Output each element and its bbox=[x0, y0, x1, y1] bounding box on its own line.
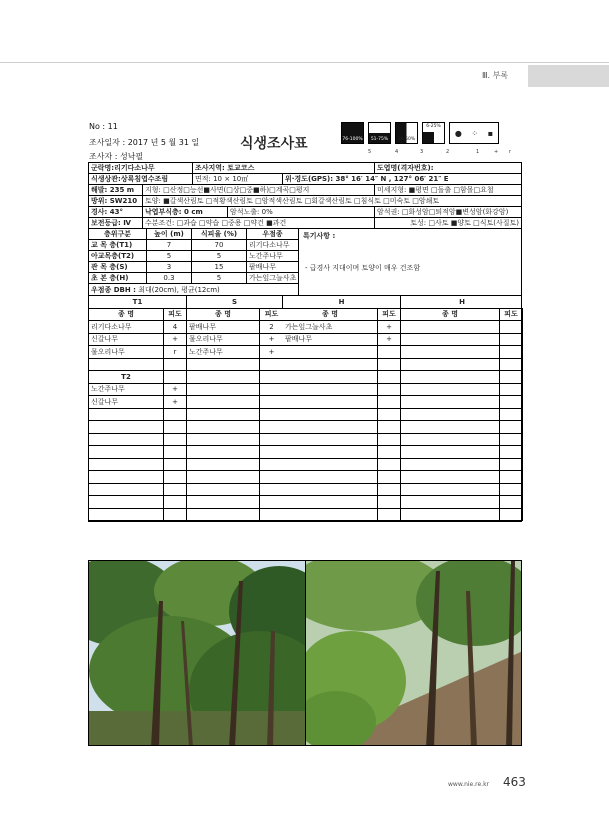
species-name-cell bbox=[283, 371, 378, 384]
cover-cell bbox=[260, 434, 283, 447]
region-field: 조사지역: 토교코스 bbox=[193, 163, 375, 173]
form-row-3 bbox=[89, 185, 521, 196]
cover-cell bbox=[164, 359, 187, 372]
survey-date: 조사일자 : 2017 년 5 월 31 일 bbox=[89, 138, 200, 147]
forest-photo-left bbox=[89, 561, 305, 745]
species-name-cell bbox=[401, 359, 500, 372]
species-name-cell bbox=[187, 446, 260, 459]
species-name-cell: 팥배나무 bbox=[283, 334, 378, 347]
vegtype-field: 식생상관:상록침엽수조림 bbox=[89, 174, 193, 184]
species-name-cell: 가는잎그늘사초 bbox=[283, 321, 378, 334]
cover-cell bbox=[260, 396, 283, 409]
cover-cell bbox=[500, 459, 523, 472]
layer-height: 7 bbox=[147, 240, 192, 250]
species-name-cell: 신갈나무 bbox=[89, 396, 164, 409]
cover-cell bbox=[500, 371, 523, 384]
species-name-cell bbox=[401, 446, 500, 459]
layer-name: 관 목 층(S) bbox=[89, 262, 147, 272]
cover-cell bbox=[500, 509, 523, 522]
layer-row bbox=[89, 273, 298, 284]
gps-field: 위·경도(GPS): 38° 16′ 14″ N , 127° 06′ 21″ E bbox=[285, 175, 449, 183]
cover-cell bbox=[378, 509, 401, 522]
species-name-cell bbox=[401, 321, 500, 334]
layer-header bbox=[89, 229, 298, 240]
species-name-cell bbox=[187, 371, 260, 384]
layer-height: 0.3 bbox=[147, 273, 192, 283]
group-header: T1 bbox=[89, 296, 187, 309]
species-name-cell bbox=[283, 421, 378, 434]
layer-cover: 5 bbox=[192, 251, 247, 261]
col-header: 피도 bbox=[164, 309, 187, 322]
species-name-cell: 리기다소나무 bbox=[89, 321, 164, 334]
layer-dominant: 리기다소나무 bbox=[249, 241, 290, 249]
layer-name: 교 목 층(T1) bbox=[89, 240, 147, 250]
layer-height: 5 bbox=[147, 251, 192, 261]
col-header: 피도 bbox=[378, 309, 401, 322]
remark-label: 특기사항 : bbox=[303, 232, 336, 240]
cover-cell bbox=[164, 434, 187, 447]
cover-cell bbox=[500, 409, 523, 422]
cover-cell bbox=[500, 484, 523, 497]
cover-cell bbox=[164, 484, 187, 497]
species-name-cell bbox=[89, 421, 164, 434]
layer-height: 3 bbox=[147, 262, 192, 272]
legend-box-4: 51-75% bbox=[368, 122, 391, 144]
survey-form bbox=[88, 162, 522, 522]
species-name-cell: 노간주나무 bbox=[89, 384, 164, 397]
cover-cell bbox=[378, 371, 401, 384]
species-name-cell: 물오리나무 bbox=[89, 346, 164, 359]
species-name-cell bbox=[401, 509, 500, 522]
layer-dominant: 노간주나무 bbox=[249, 252, 283, 260]
moisture-field: 수분조건: □과습 □약습 □중용 □약건 ■과건 bbox=[143, 218, 375, 228]
record-number: No : 11 bbox=[89, 122, 118, 131]
group-header: H bbox=[283, 296, 401, 309]
species-name-cell bbox=[187, 484, 260, 497]
layer-col-header: 우점종 bbox=[262, 230, 283, 238]
legend-num-1: 1 bbox=[476, 149, 480, 155]
species-name-cell bbox=[401, 434, 500, 447]
forest-photo-right bbox=[305, 561, 522, 745]
species-name-cell bbox=[401, 384, 500, 397]
species-name-cell bbox=[401, 396, 500, 409]
species-name-cell bbox=[283, 484, 378, 497]
species-name-cell bbox=[89, 359, 164, 372]
species-name-cell bbox=[283, 496, 378, 509]
species-name-cell bbox=[187, 471, 260, 484]
species-name-cell bbox=[283, 446, 378, 459]
cover-cell bbox=[164, 446, 187, 459]
cover-cell bbox=[164, 509, 187, 522]
species-name-cell bbox=[187, 509, 260, 522]
legend-box-5: 76-100% bbox=[341, 122, 364, 144]
cover-cell bbox=[378, 484, 401, 497]
layer-col-header: 층위구분 bbox=[89, 229, 147, 239]
cover-cell bbox=[378, 346, 401, 359]
chapter-label: Ⅲ. 부록 bbox=[482, 71, 509, 80]
col-header: 종 명 bbox=[187, 309, 260, 322]
form-row-1 bbox=[89, 163, 521, 174]
mapno-field: 도엽명(격자번호): bbox=[377, 164, 434, 172]
cover-cell bbox=[164, 421, 187, 434]
col-header: 종 명 bbox=[283, 309, 378, 322]
cover-cell bbox=[260, 409, 283, 422]
species-name-cell: 물오리나무 bbox=[187, 334, 260, 347]
layer-col-header: 높이 (m) bbox=[147, 229, 192, 239]
cover-cell bbox=[260, 496, 283, 509]
legend-num-3: 3 bbox=[420, 149, 424, 155]
species-name-cell bbox=[401, 371, 500, 384]
species-name-cell bbox=[89, 446, 164, 459]
area-field: 면적: 10 × 10㎡ bbox=[193, 174, 283, 184]
layer-dominant: 팥배나무 bbox=[249, 263, 277, 271]
cover-cell bbox=[378, 396, 401, 409]
surveyor: 조사자 : 성낙필 bbox=[89, 152, 144, 161]
species-name-cell bbox=[401, 471, 500, 484]
species-name-cell bbox=[187, 459, 260, 472]
species-name-cell bbox=[401, 421, 500, 434]
slope-field: 경사: 43° bbox=[89, 207, 143, 217]
species-name-cell bbox=[401, 409, 500, 422]
species-name-cell bbox=[283, 434, 378, 447]
species-name-cell bbox=[283, 359, 378, 372]
species-name-cell: T2 bbox=[89, 371, 164, 384]
cover-cell bbox=[378, 446, 401, 459]
cover-cell bbox=[378, 409, 401, 422]
species-name-cell bbox=[401, 334, 500, 347]
cover-cell bbox=[260, 509, 283, 522]
cover-cell bbox=[378, 496, 401, 509]
topography-field: 지형: □산정□능선■사면(□상□중■하)□계곡□평지 bbox=[143, 185, 375, 195]
group-header: H bbox=[401, 296, 523, 309]
species-name-cell bbox=[89, 459, 164, 472]
species-name-cell bbox=[187, 359, 260, 372]
species-name-cell bbox=[401, 484, 500, 497]
legend-num-4: 4 bbox=[395, 149, 399, 155]
cover-cell: + bbox=[260, 334, 283, 347]
cover-cell bbox=[500, 396, 523, 409]
species-name-cell bbox=[187, 421, 260, 434]
legend-box-small: ● ⁘ ▪ bbox=[449, 122, 499, 144]
cover-cell: + bbox=[164, 396, 187, 409]
layer-row bbox=[89, 251, 298, 262]
litter-field: 낙엽부식층: 0 cm bbox=[143, 207, 228, 217]
species-name-cell bbox=[283, 384, 378, 397]
cover-cell bbox=[378, 421, 401, 434]
cover-cell: 4 bbox=[164, 321, 187, 334]
legend-num-r: r bbox=[509, 149, 512, 155]
cover-cell: + bbox=[378, 321, 401, 334]
cover-cell bbox=[500, 384, 523, 397]
dbh-value: 최대(20cm), 평균(12cm) bbox=[138, 285, 220, 294]
photo-panel bbox=[88, 560, 522, 746]
layer-name: 아교목층(T2) bbox=[89, 251, 147, 261]
species-name-cell: 노간주나무 bbox=[187, 346, 260, 359]
cover-cell bbox=[500, 321, 523, 334]
cover-cell bbox=[378, 384, 401, 397]
form-row-6 bbox=[89, 218, 521, 229]
cover-cell bbox=[500, 471, 523, 484]
species-table bbox=[89, 296, 521, 521]
col-header: 피도 bbox=[500, 309, 523, 322]
cover-cell bbox=[164, 409, 187, 422]
cover-cell bbox=[500, 421, 523, 434]
species-name-cell bbox=[283, 509, 378, 522]
cover-cell: + bbox=[164, 334, 187, 347]
species-name-cell bbox=[187, 496, 260, 509]
cover-cell: 2 bbox=[260, 321, 283, 334]
layer-col-header: 식피율 (%) bbox=[192, 229, 247, 239]
cover-cell bbox=[260, 446, 283, 459]
cover-cell: r bbox=[164, 346, 187, 359]
header-rule bbox=[0, 62, 609, 63]
species-name-cell bbox=[401, 496, 500, 509]
form-row-2 bbox=[89, 174, 521, 185]
layer-section bbox=[89, 229, 521, 296]
legend-num-5: 5 bbox=[368, 149, 372, 155]
cover-cell bbox=[378, 359, 401, 372]
footer-url: www.nie.re.kr bbox=[448, 781, 490, 788]
cover-cell bbox=[260, 471, 283, 484]
species-name-cell bbox=[283, 459, 378, 472]
cover-cell bbox=[260, 359, 283, 372]
cover-cell bbox=[500, 496, 523, 509]
cover-cell bbox=[260, 384, 283, 397]
dbh-row bbox=[89, 284, 298, 295]
layer-cover: 70 bbox=[192, 240, 247, 250]
species-name-cell bbox=[401, 459, 500, 472]
cover-cell bbox=[260, 421, 283, 434]
elevation-field: 해발: 235 m bbox=[89, 185, 143, 195]
cover-cell bbox=[500, 446, 523, 459]
layer-name: 초 본 층(H) bbox=[89, 273, 147, 283]
dbh-label: 우점종 DBH : bbox=[91, 285, 136, 294]
layer-table bbox=[89, 229, 299, 295]
cover-cell bbox=[500, 346, 523, 359]
species-name-cell bbox=[89, 509, 164, 522]
cover-cell bbox=[164, 496, 187, 509]
col-header: 종 명 bbox=[89, 309, 164, 322]
dbh-field bbox=[89, 284, 298, 295]
cover-cell bbox=[260, 371, 283, 384]
legend-num-plus: + bbox=[494, 149, 499, 155]
aspect-field: 방위: SW210 bbox=[89, 196, 143, 206]
cover-cell bbox=[500, 434, 523, 447]
cover-cell bbox=[378, 471, 401, 484]
rocktype-field: 암석권: □화성암□퇴적암■변성암(화강암) bbox=[377, 208, 509, 216]
species-name-cell bbox=[187, 384, 260, 397]
species-name-cell: 신갈나무 bbox=[89, 334, 164, 347]
cover-cell: + bbox=[378, 334, 401, 347]
species-name-cell bbox=[89, 496, 164, 509]
cover-cell bbox=[164, 371, 187, 384]
species-name-cell bbox=[401, 346, 500, 359]
layer-row bbox=[89, 240, 298, 251]
species-name-cell bbox=[187, 434, 260, 447]
species-name-cell bbox=[187, 409, 260, 422]
chapter-tab bbox=[528, 65, 609, 87]
community-field: 군락명:리기다소나무 bbox=[89, 163, 193, 173]
remark-text: - 급경사 지대이며 토양이 매우 건조함 bbox=[305, 264, 421, 272]
cover-cell bbox=[500, 359, 523, 372]
species-name-cell bbox=[89, 471, 164, 484]
microtopo-field: 미세지형: ■평면 □돌출 □함몰□요철 bbox=[377, 186, 494, 194]
cover-cell bbox=[260, 459, 283, 472]
legend-box-3: 26-50% bbox=[395, 122, 418, 144]
species-name-cell bbox=[89, 434, 164, 447]
species-name-cell bbox=[89, 409, 164, 422]
species-name-cell bbox=[283, 346, 378, 359]
col-header: 피도 bbox=[260, 309, 283, 322]
col-header: 종 명 bbox=[401, 309, 500, 322]
form-row-5 bbox=[89, 207, 521, 218]
layer-cover: 5 bbox=[192, 273, 247, 283]
remark-box bbox=[299, 229, 521, 295]
species-name-cell bbox=[89, 484, 164, 497]
cover-cell bbox=[164, 471, 187, 484]
page-number: 463 bbox=[503, 775, 526, 789]
species-name-cell bbox=[283, 409, 378, 422]
cover-cell bbox=[164, 459, 187, 472]
soil-field: 토양: ■갈색산림토 □적황색산림토 □암적색산림토 □회갈색산림토 □침식토 □미숙토 □암쇄토 bbox=[145, 197, 440, 205]
cover-cell: + bbox=[260, 346, 283, 359]
cover-cell bbox=[500, 334, 523, 347]
species-name-cell bbox=[283, 396, 378, 409]
rock-exposure-field: 암석노출: 0% bbox=[228, 207, 375, 217]
cover-cell bbox=[378, 434, 401, 447]
species-name-cell bbox=[283, 471, 378, 484]
species-name-cell bbox=[187, 396, 260, 409]
layer-dominant: 가는잎그늘사초 bbox=[249, 274, 297, 282]
layer-row bbox=[89, 262, 298, 273]
cover-cell: + bbox=[164, 384, 187, 397]
grade-field: 보전등급: Ⅳ bbox=[89, 218, 143, 228]
soiltype-field: 토성: □사토 ■양토 □식토(사질토) bbox=[410, 219, 519, 227]
page-title: 식생조사표 bbox=[240, 136, 308, 152]
species-name-cell: 팥배나무 bbox=[187, 321, 260, 334]
legend-box-2: 6-25% bbox=[422, 122, 445, 144]
form-row-4 bbox=[89, 196, 521, 207]
cover-cell bbox=[378, 459, 401, 472]
cover-legend bbox=[341, 122, 499, 144]
layer-cover: 15 bbox=[192, 262, 247, 272]
group-header: S bbox=[187, 296, 283, 309]
legend-num-2: 2 bbox=[446, 149, 450, 155]
cover-cell bbox=[260, 484, 283, 497]
